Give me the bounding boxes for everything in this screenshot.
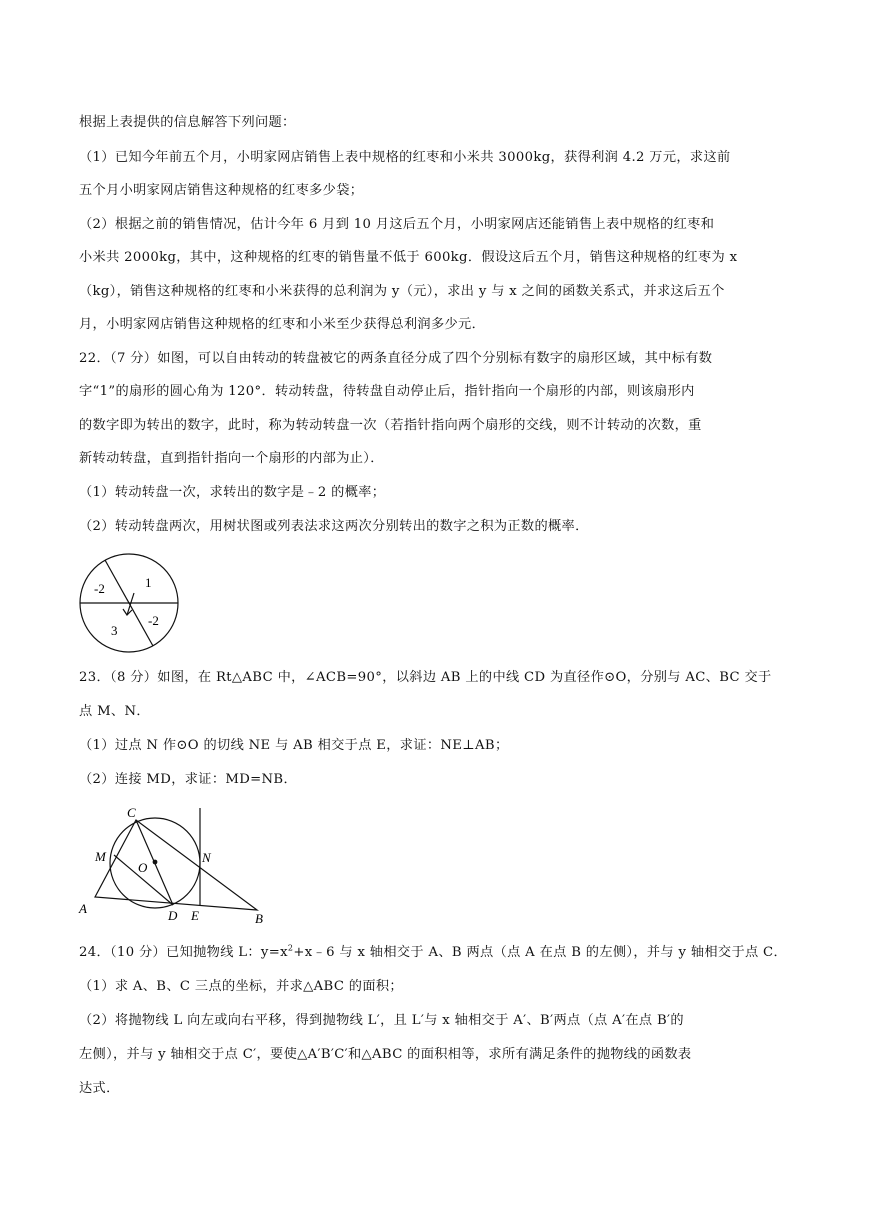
point-o (153, 860, 158, 865)
intro-text: 根据上表提供的信息解答下列问题： (79, 115, 296, 130)
q24-exponent: 2 (287, 943, 294, 953)
sector-label-top-right: 1 (145, 575, 152, 590)
sector-label-bottom-right: -2 (148, 613, 159, 628)
label-c: C (127, 805, 136, 820)
q22-sub1: （1）转动转盘一次，求转出的数字是﹣2 的概率； (79, 485, 386, 500)
q23-sub1: （1）过点 N 作⊙O 的切线 NE 与 AB 相交于点 E，求证：NE⊥AB； (79, 738, 509, 753)
q21-part2-line2: 小米共 2000kg，其中，这种规格的红枣的销售量不低于 600kg．假设这后五个月，销售这种规格的红枣为 x (79, 250, 738, 265)
q21-part2-line3: （kg），销售这种规格的红枣和小米获得的总利润为 y（元），求出 y 与 x 之间的函数关系式，并求这后五个 (79, 284, 725, 299)
label-n: N (202, 850, 211, 865)
geometry-figure (74, 802, 274, 927)
sector-label-top-left: -2 (94, 581, 105, 596)
q22-sub2: （2）转动转盘两次，用树状图或列表法求这两次分别转出的数字之积为正数的概率． (79, 519, 589, 534)
q21-part1-line1: （1）已知今年前五个月，小明家网店销售上表中规格的红枣和小米共 3000kg，获得利润 4.2 万元，求这前 (79, 150, 731, 165)
q22-line1: 22．（7 分）如图，可以自由转动的转盘被它的两条直径分成了四个分别标有数字的扇形区域，其中标有数 (79, 351, 713, 366)
label-o: O (138, 860, 148, 875)
sector-label-bottom-left: 3 (111, 623, 118, 638)
q24-line1-post: +x﹣6 与 x 轴相交于 A、B 两点（点 A 在点 B 的左侧），并与 y 轴相交于点 C． (293, 945, 788, 960)
q21-part2-line4: 月，小明家网店销售这种规格的红枣和小米至少获得总利润多少元． (79, 317, 486, 332)
spinner-figure (74, 553, 184, 653)
q21-part1-line2: 五个月小明家网店销售这种规格的红枣多少袋； (79, 183, 364, 198)
q24-sub2-line1: （2）将抛物线 L 向左或向右平移，得到抛物线 L′，且 L′与 x 轴相交于 A′、B′两点（点 A′在点 B′的 (79, 1013, 684, 1028)
triangle-abc (95, 820, 257, 910)
q24-sub1: （1）求 A、B、C 三点的坐标，并求△ABC 的面积； (79, 979, 403, 994)
q23-line1: 23．（8 分）如图，在 Rt△ABC 中，∠ACB=90°，以斜边 AB 上的中线 CD 为直径作⊙O，分别与 AC、BC 交于 (79, 670, 772, 685)
q23-line2: 点 M、N． (79, 704, 150, 719)
label-e: E (191, 908, 199, 923)
q24-line1-pre: 24．（10 分）已知抛物线 L：y=x (79, 945, 288, 960)
q24-sub2-line2: 左侧），并与 y 轴相交于点 C′，要使△A′B′C′和△ABC 的面积相等，求所有满足条件的抛物线的函数表 (79, 1047, 692, 1062)
q24-line1 (79, 943, 791, 963)
q22-line2: 字“1”的扇形的圆心角为 120°．转动转盘，待转盘自动停止后，指针指向一个扇形的内部，则该扇形内 (79, 384, 695, 399)
q23-sub2: （2）连接 MD，求证：MD=NB． (79, 772, 298, 787)
q21-part2-line1: （2）根据之前的销售情况，估计今年 6 月到 10 月这后五个月，小明家网店还能销售上表中规格的红枣和 (79, 217, 715, 232)
q22-line4: 新转动转盘，直到指针指向一个扇形的内部为止）． (79, 451, 384, 466)
label-a: A (79, 901, 87, 916)
label-b: B (255, 911, 263, 926)
q22-line3: 的数字即为转出的数字，此时，称为转动转盘一次（若指针指向两个扇形的交线，则不计转动的次数，重 (79, 418, 702, 433)
label-m: M (95, 849, 106, 864)
q24-sub2-line3: 达式． (79, 1081, 120, 1096)
label-d: D (168, 908, 178, 923)
